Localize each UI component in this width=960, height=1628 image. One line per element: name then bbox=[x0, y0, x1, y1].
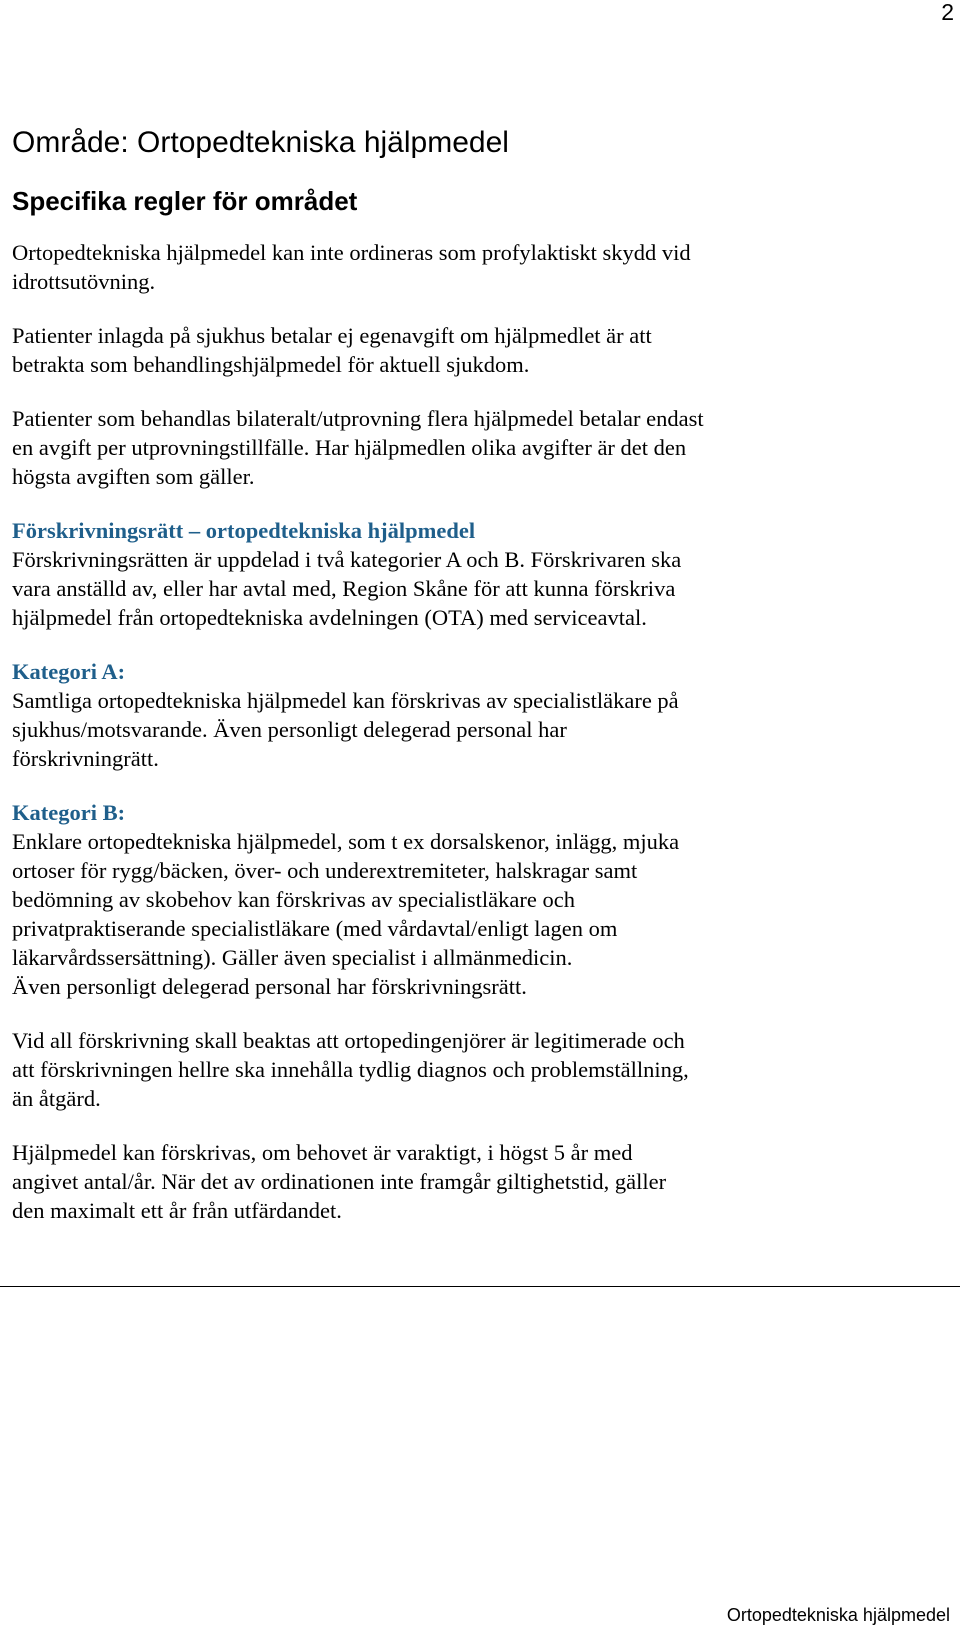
text-line: Ortopedtekniska hjälpmedel kan inte ordineras som profylaktiskt skydd vid bbox=[12, 240, 691, 265]
text-line: förskrivningrätt. bbox=[12, 746, 159, 771]
text-line: Samtliga ortopedtekniska hjälpmedel kan förskrivas av specialistläkare på bbox=[12, 688, 679, 713]
page-title: Område: Ortopedtekniska hjälpmedel bbox=[12, 126, 509, 159]
text-line: högsta avgiften som gäller. bbox=[12, 464, 255, 489]
category-b-heading: Kategori B: bbox=[12, 800, 126, 825]
text-line: Patienter som behandlas bilateralt/utprovning flera hjälpmedel betalar endast bbox=[12, 406, 704, 431]
text-line: hjälpmedel från ortopedtekniska avdelningen (OTA) med serviceavtal. bbox=[12, 605, 647, 630]
text-line: sjukhus/motsvarande. Även personligt delegerad personal har bbox=[12, 717, 567, 742]
text-line: idrottsutövning. bbox=[12, 269, 156, 294]
text-line: betrakta som behandlingshjälpmedel för aktuell sjukdom. bbox=[12, 352, 530, 377]
prescription-rights-heading: Förskrivningsrätt – ortopedtekniska hjälpmedel bbox=[12, 518, 476, 543]
text-line: att förskrivningen hellre ska innehålla tydlig diagnos och problemställning, bbox=[12, 1057, 689, 1082]
paragraph-prescription-rights bbox=[12, 516, 812, 632]
category-a-heading: Kategori A: bbox=[12, 659, 126, 684]
paragraph-8 bbox=[12, 1138, 812, 1225]
paragraph-category-b bbox=[12, 798, 812, 1001]
text-line: den maximalt ett år från utfärdandet. bbox=[12, 1198, 342, 1223]
horizontal-divider bbox=[0, 1286, 960, 1287]
text-line: privatpraktiserande specialistläkare (med vårdavtal/enligt lagen om bbox=[12, 916, 618, 941]
page-footer: Ortopedtekniska hjälpmedel bbox=[726, 1605, 950, 1625]
paragraph-3 bbox=[12, 404, 812, 491]
section-subtitle: Specifika regler för området bbox=[12, 186, 358, 216]
paragraph-1 bbox=[12, 238, 812, 296]
document-body bbox=[12, 124, 812, 1250]
page-number: 2 bbox=[941, 0, 954, 25]
text-line: läkarvårdssersättning). Gäller även specialist i allmänmedicin. bbox=[12, 945, 573, 970]
text-line: än åtgärd. bbox=[12, 1086, 101, 1111]
paragraph-7 bbox=[12, 1026, 812, 1113]
text-line: Enklare ortopedtekniska hjälpmedel, som t ex dorsalskenor, inlägg, mjuka bbox=[12, 829, 680, 854]
text-line: Förskrivningsrätten är uppdelad i två kategorier A och B. Förskrivaren ska bbox=[12, 547, 682, 572]
paragraph-2 bbox=[12, 321, 812, 379]
text-line: vara anställd av, eller har avtal med, Region Skåne för att kunna förskriva bbox=[12, 576, 676, 601]
text-line: Vid all förskrivning skall beaktas att ortopedingenjörer är legitimerade och bbox=[12, 1028, 685, 1053]
text-line: Även personligt delegerad personal har förskrivningsrätt. bbox=[12, 974, 527, 999]
text-line: Hjälpmedel kan förskrivas, om behovet är varaktigt, i högst 5 år med bbox=[12, 1140, 633, 1165]
text-line: ortoser för rygg/bäcken, över- och underextremiteter, halskragar samt bbox=[12, 858, 638, 883]
text-line: bedömning av skobehov kan förskrivas av specialistläkare och bbox=[12, 887, 575, 912]
text-line: en avgift per utprovningstillfälle. Har hjälpmedlen olika avgifter är det den bbox=[12, 435, 687, 460]
text-line: angivet antal/år. När det av ordinationen inte framgår giltighetstid, gäller bbox=[12, 1169, 667, 1194]
text-line: Patienter inlagda på sjukhus betalar ej egenavgift om hjälpmedlet är att bbox=[12, 323, 652, 348]
paragraph-category-a bbox=[12, 657, 812, 773]
